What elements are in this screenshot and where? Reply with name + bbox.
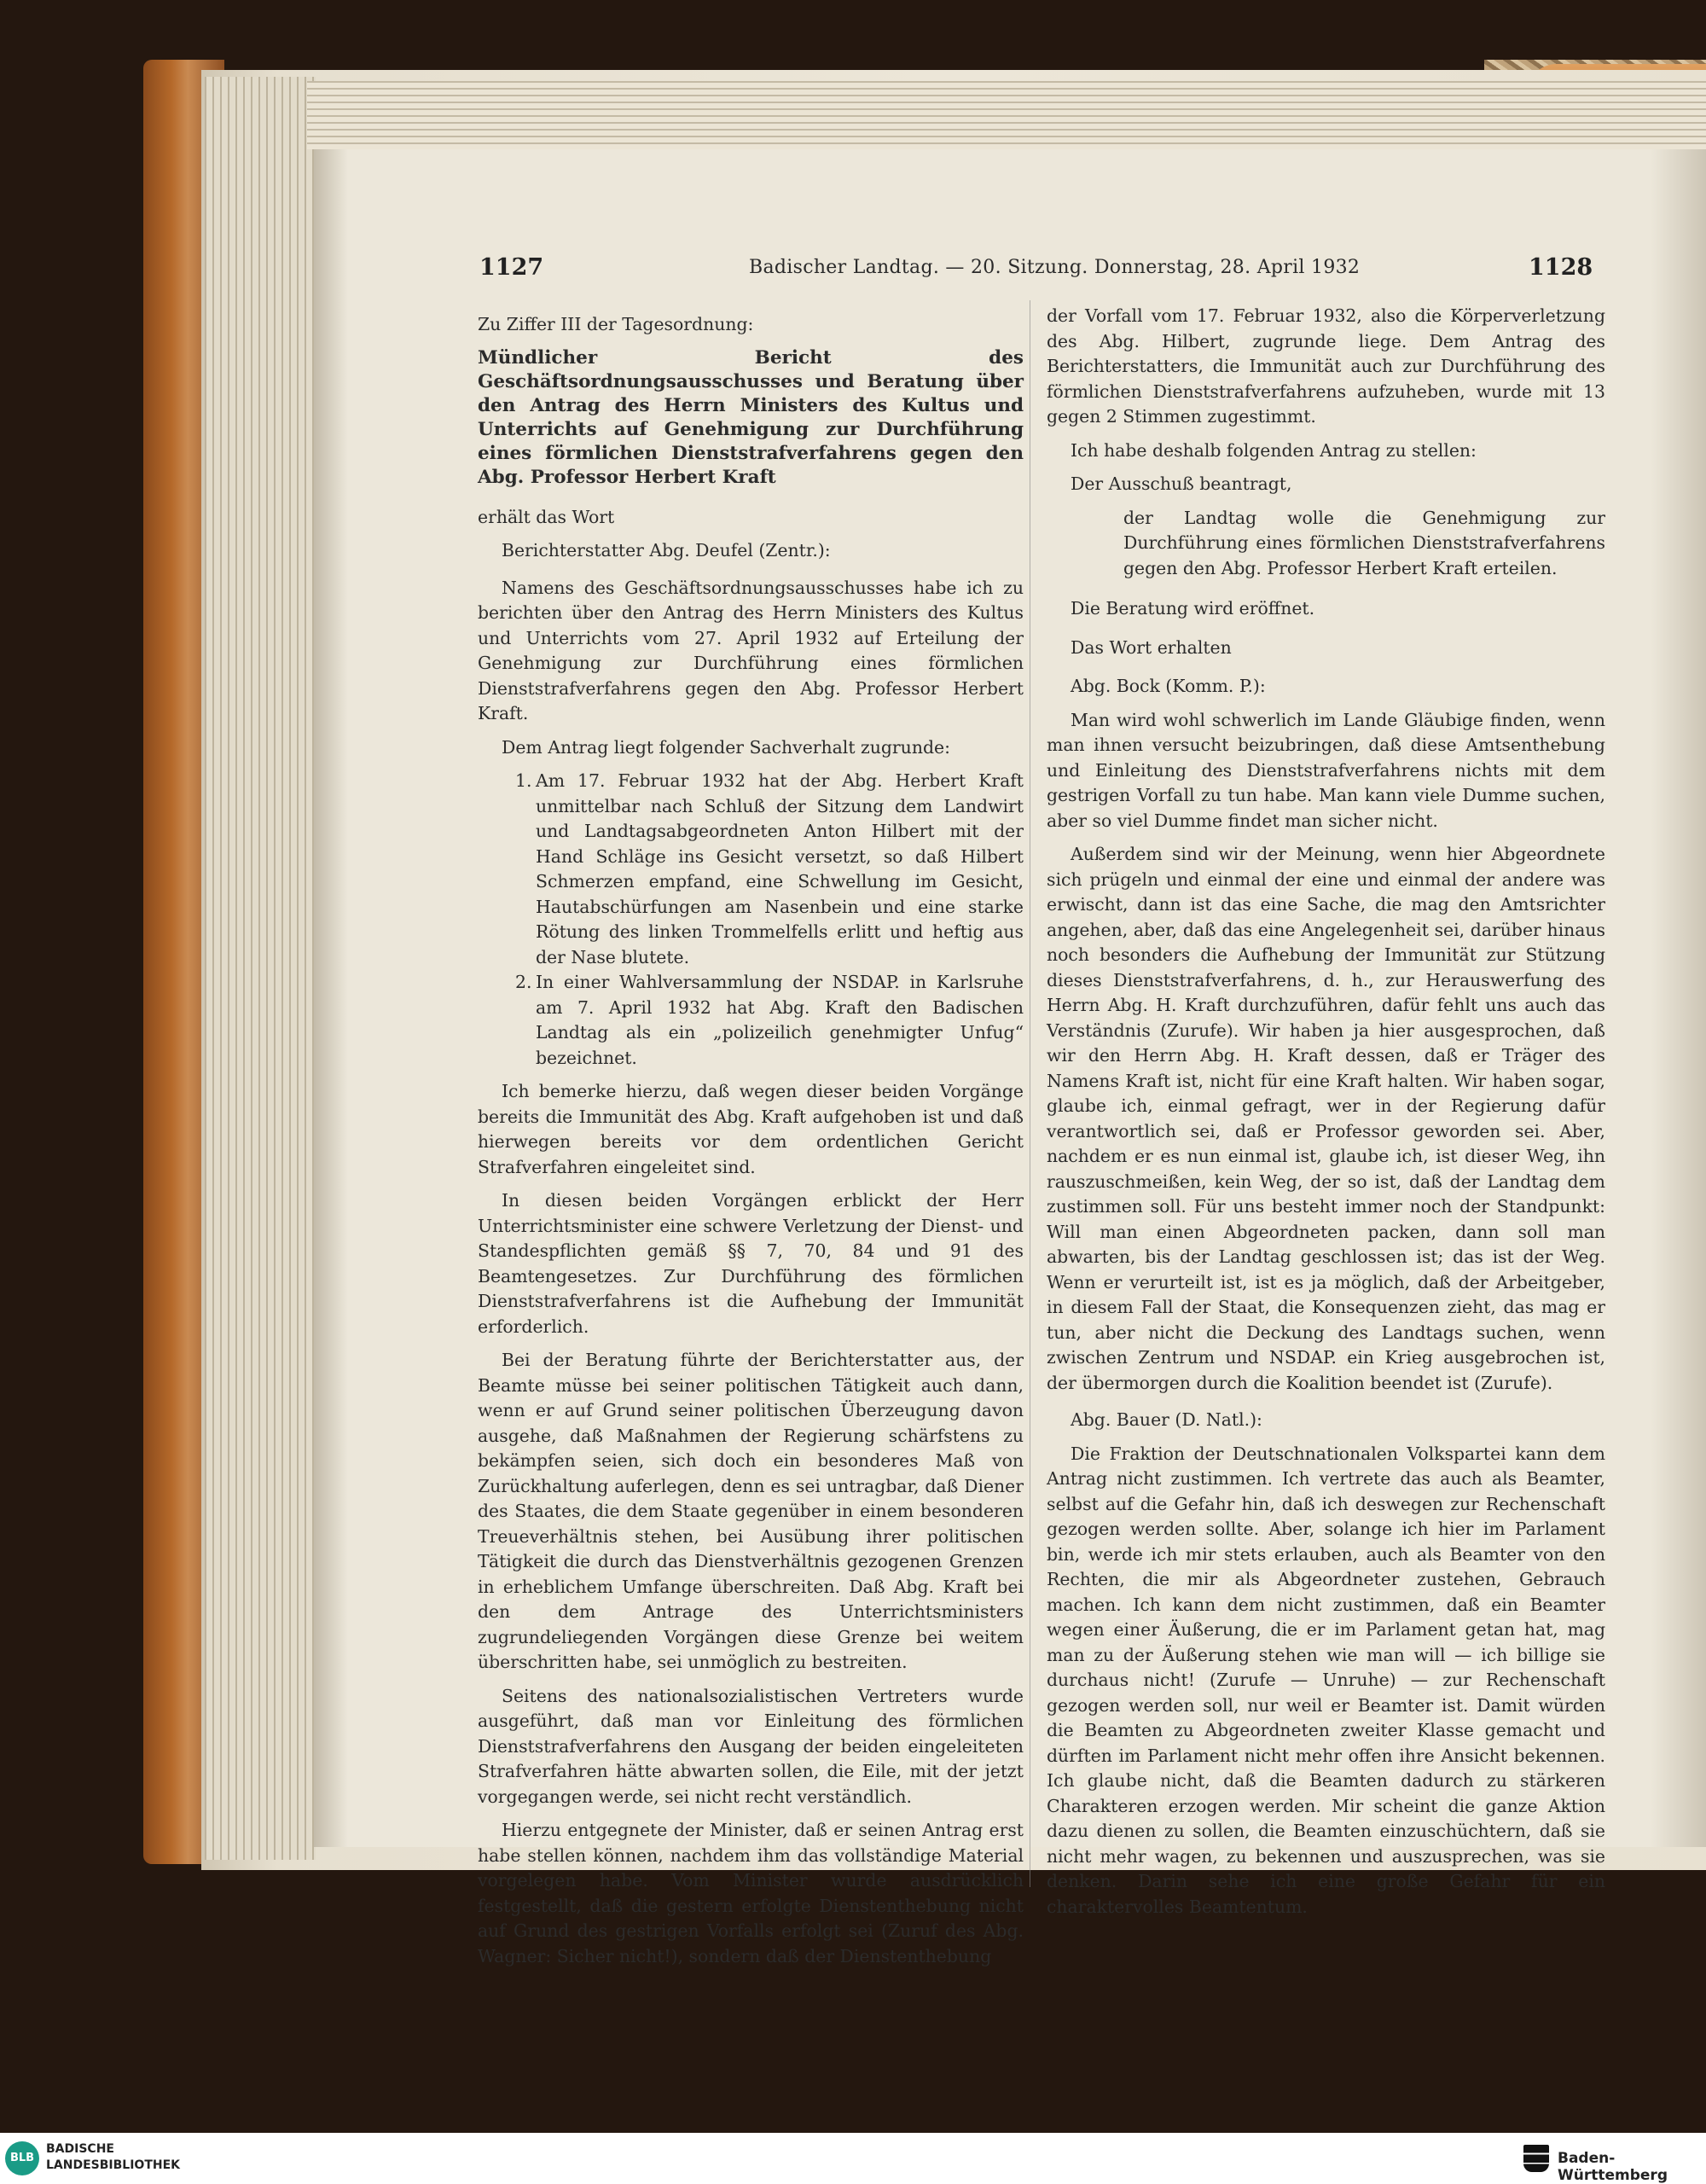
page-stack-edge bbox=[205, 77, 316, 1860]
paragraph: der Vorfall vom 17. Februar 1932, also die Körperverletzung des Abg. Hilbert, zugrunde liege. Dem Antrag des Berichterstatters, die Immunität auch zur Durchführung des förmlichen Dienststrafverfahrens aufzuheben, wurde mit 13 gegen 2 Stimmen zugestimmt. bbox=[1047, 305, 1605, 427]
blb-logo-icon[interactable]: BLB bbox=[5, 2141, 39, 2175]
library-name-line1: BADISCHE bbox=[46, 2142, 114, 2156]
paragraph: Außerdem sind wir der Meinung, wenn hier Abgeordnete sich prügeln und einmal der eine und einmal der andere was erwischt, dann ist das eine Sache, die mag den Amtsrichter angehen, aber, daß das eine Angelegenheit sei, darüber hinaus noch besonders die Aufhebung der Immunität zur Stützung dieses Dienststrafverfahrens, d. h., zur Herauswerfung des Herrn Abg. H. Kraft durchzuführen, dafür fehlt uns auch das Verständnis (Zurufe). Wir haben ja hier ausgesprochen, daß wir den Herrn Abg. H. Kraft dessen, daß er Träger des Namens Kraft ist, nicht für eine Kraft halten. Wir haben sogar, glaube ich, einmal gefragt, wer in der Regierung dafür verantwortlich sei, daß er Professor geworden sei. Aber, nachdem er es nun einmal ist, glaube ich, ist dieser Weg, ihn rauszuschmeißen, kein Weg, der so ist, daß der Landtag dem zustimmen soll. Für uns besteht immer noch der Standpunkt: Will man einen Abgeordneten packen, dann soll man abwarten, bis der Landtag geschlossen ist; das ist der Weg. Wenn er verurteilt ist, ist es ja möglich, daß der Arbeitgeber, in diesem Fall der Staat, die Konsequenzen zieht, das mag er tun, aber nicht die Deckung des Landtags suchen, wenn zwischen Zentrum und NSDAP. ein Krieg ausgebrochen ist, der übermorgen durch die Koalition beendet ist (Zurufe). bbox=[1047, 844, 1605, 1393]
paragraph: Seitens des nationalsozialistischen Vertreters wurde ausgeführt, daß man vor Einleitung des förmlichen Dienststrafverfahrens den Ausgang der beiden eingeleiteten Strafverfahren hätte abwarten sollen, die Eile, mit der jetzt vorgegangen werde, sei nicht recht verständlich. bbox=[478, 1685, 1024, 1807]
agenda-item: Zu Ziffer III der Tagesordnung: bbox=[478, 314, 754, 334]
library-name-line2: LANDESBIBLIOTHEK bbox=[46, 2158, 181, 2172]
paragraph: Namens des Geschäftsordnungsausschusses habe ich zu berichten über den Antrag des Herrn Ministers des Kultus und Unterrichts vom 27. April 1932 auf Erteilung der Genehmigung zur Durchführung eines förmlichen Dienststrafverfahrens gegen den Abg. Professor Herbert Kraft. bbox=[478, 577, 1024, 723]
paragraph: Hierzu entgegnete der Minister, daß er seinen Antrag erst habe stellen können, nachdem ihm das vollständige Material vorgelegen habe. Vom Minister wurde ausdrücklich festgestellt, daß die gestern erfolgte Dienstenthebung nicht auf Grund des gestrigen Vorfalls erfolgt sei (Zuruf des Abg. Wagner: Sicher nicht!), sondern daß der Dienstenthebung bbox=[478, 1820, 1024, 1966]
state-name[interactable]: Baden-Württemberg bbox=[1558, 2150, 1668, 2184]
page-header bbox=[0, 254, 1706, 288]
gutter-shadow bbox=[314, 149, 348, 1847]
state-coat-of-arms-icon bbox=[1523, 2145, 1549, 2172]
paragraph: Bei der Beratung führte der Berichterstatter aus, der Beamte müsse bei seiner politischen Tätigkeit auch dann, wenn er auf Grund seiner politischen Überzeugung davon ausgehe, daß Maßnahmen der Regierung schärfstens zu bekämpfen seien, sich doch ein besonderes Maß von Zurückhaltung auferlegen, denn es sei untragbar, daß Diener des Staates, die dem Staate gegenüber in einem besonderen Treueverhältnis stehen, bei Ausübung ihrer politischen Tätigkeit die durch das Dienstverhältnis gezogenen Grenzen in erheblichem Umfange überschreiten. Daß Abg. Kraft bei den dem Antrage des Unterrichtsministers zugrundeliegenden Vorgängen diese Grenze bei weitem überschritten habe, sei unmöglich zu bestreiten. bbox=[478, 1350, 1024, 1672]
motion-text: der Landtag wolle die Genehmigung zur Durchführung eines förmlichen Dienststrafverfahrens gegen den Abg. Professor Herbert Kraft erteilen. bbox=[1123, 507, 1605, 578]
list-item-text: Am 17. Februar 1932 hat der Abg. Herbert Kraft unmittelbar nach Schluß der Sitzung dem Landwirt und Landtagsabgeordneten Anton Hilbert mit der Hand Schläge ins Gesicht versetzt, so daß Hilbert Schmerzen empfand, eine Schwellung im Gesicht, Hautabschürfungen am Nasenbein und eine starke Rötung des linken Trommelfells erlitt und heftig aus der Nase blutete. bbox=[536, 770, 1024, 967]
page-number-left: 1127 bbox=[479, 254, 544, 281]
right-column bbox=[1047, 304, 1605, 1928]
paragraph: Die Fraktion der Deutschnationalen Volkspartei kann dem Antrag nicht zustimmen. Ich vertrete das auch als Beamter, selbst auf die Gefahr hin, daß ich deswegen zur Rechenschaft gezogen werden sollte. Aber, solange ich hier im Parlament bin, werde ich mir stets erlauben, auch als Beamter von den Rechten, die mir als Abgeordneter zustehen, Gebrauch machen. Ich kann dem nicht zustimmen, daß ein Beamter wegen einer Äußerung, die er im Parlament getan hat, mag man zu der Äußerung stehen wie man will — ich billige sie durchaus nicht! (Zurufe — Unruhe) — zur Rechenschaft gezogen werden soll, nur weil er Beamter ist. Damit würden die Beamten zu Abgeordneten zweiter Klasse gemacht und dürften im Parlament nicht mehr offen ihre Ansicht bekennen. Ich glaube nicht, daß die Beamten dadurch zu stärkeren Charakteren erzogen werden. Mir scheint die ganze Aktion dazu dienen zu sollen, die Beamten einzuschüchtern, daß sie nicht mehr wagen, zu bekennen und auszusprechen, was sie denken. Darin sehe ich eine große Gefahr für ein charaktervolles Beamtentum. bbox=[1047, 1443, 1605, 1917]
viewer-footer bbox=[0, 2133, 1706, 2184]
list-item bbox=[478, 970, 1024, 1071]
speaker-line: Berichterstatter Abg. Deufel (Zentr.): bbox=[502, 540, 831, 561]
section-heading: Mündlicher Bericht des Geschäftsordnungsausschusses und Beratung über den Antrag des Herrn Ministers des Kultus und Unterrichts auf Genehmigung zur Durchführung eines förmlichen Dienststrafverfahrens gegen den Abg. Professor Herbert Kraft bbox=[478, 346, 1024, 488]
page-number-right: 1128 bbox=[1529, 254, 1593, 281]
list-number: 2. bbox=[515, 972, 532, 992]
paragraph: Die Beratung wird eröffnet. bbox=[1071, 598, 1315, 619]
paragraph: Ich habe deshalb folgenden Antrag zu stellen: bbox=[1071, 439, 1477, 461]
facts-list bbox=[478, 769, 1024, 1071]
speaker-line: Abg. Bauer (D. Natl.): bbox=[1071, 1409, 1262, 1430]
paragraph: Das Wort erhalten bbox=[1071, 636, 1232, 658]
paragraph: Der Ausschuß beantragt, bbox=[1071, 473, 1292, 494]
paragraph: Dem Antrag liegt folgender Sachverhalt zugrunde: bbox=[502, 736, 950, 758]
paragraph: In diesen beiden Vorgängen erblickt der Herr Unterrichtsminister eine schwere Verletzung der Dienst- und Standespflichten gemäß §§ 7, 70, 84 und 91 des Beamtengesetzes. Zur Durchführung des förmlichen Dienststrafverfahrens ist die Aufhebung der Immunität erforderlich. bbox=[478, 1190, 1024, 1337]
left-column bbox=[478, 312, 1024, 1978]
running-title: Badischer Landtag. — 20. Sitzung. Donnerstag, 28. April 1932 bbox=[749, 257, 1361, 278]
page-stack-top bbox=[307, 81, 1706, 149]
list-item-text: In einer Wahlversammlung der NSDAP. in Karlsruhe am 7. April 1932 hat Abg. Kraft den Badischen Landtag als ein „polizeilich genehmigter Unfug“ bezeichnet. bbox=[536, 972, 1024, 1068]
speaker-line: Abg. Bock (Komm. P.): bbox=[1071, 676, 1266, 696]
library-name[interactable] bbox=[46, 2141, 180, 2174]
paragraph: erhält das Wort bbox=[478, 506, 615, 527]
list-number: 1. bbox=[515, 770, 532, 791]
paragraph: Ich bemerke hierzu, daß wegen dieser beiden Vorgänge bereits die Immunität des Abg. Kraft aufgehoben ist und daß hierwegen bereits vor dem ordentlichen Gericht Strafverfahren eingeleitet sind. bbox=[478, 1081, 1024, 1177]
page-curve-shadow bbox=[1651, 149, 1706, 1847]
list-item bbox=[478, 769, 1024, 970]
paragraph: Man wird wohl schwerlich im Lande Gläubige finden, wenn man ihnen versucht beizubringen, daß diese Amtsenthebung und Einleitung des Dienststrafverfahrens nichts mit dem gestrigen Vorfall zu tun habe. Man kann viele Dumme suchen, aber so viel Dumme findet man sicher nicht. bbox=[1047, 709, 1605, 831]
